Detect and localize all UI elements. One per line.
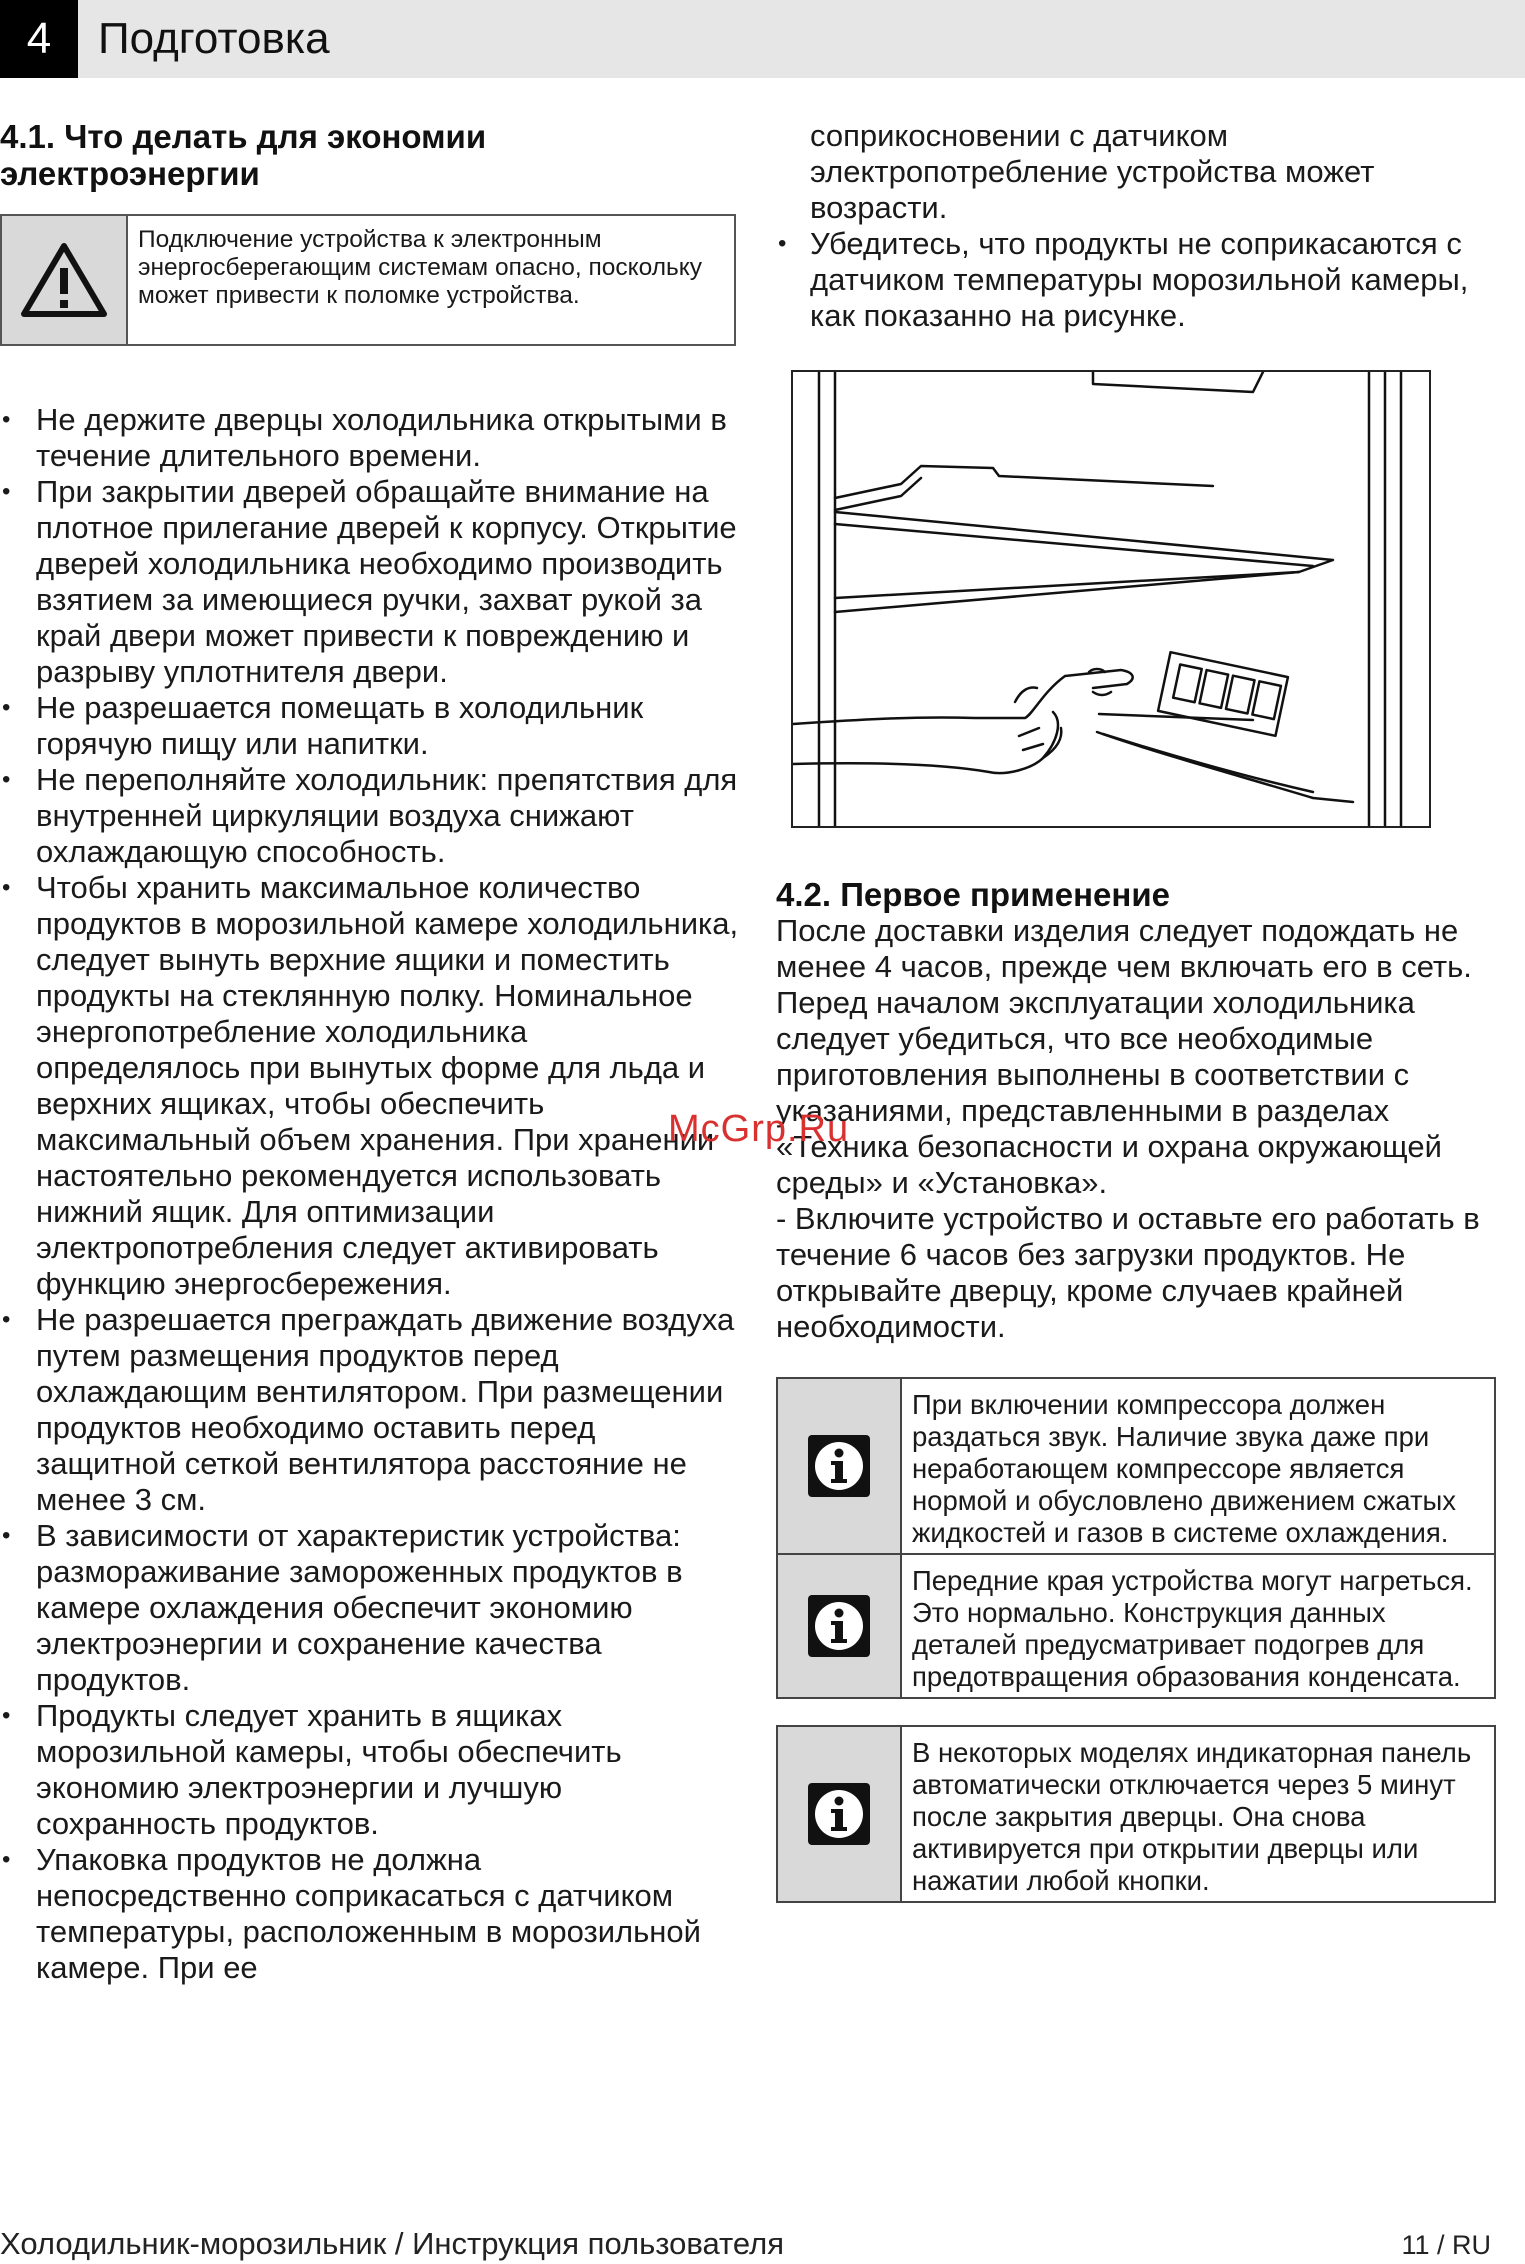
- list-item: • При закрытии дверей обращайте внимание на плотное прилегание дверей к корпусу. Открытие дверей холодильника необходимо производить взятием за имеющиеся ручки, захват рукой за край двери может привести к повреждению и разрыву уплотнителя двери.: [0, 474, 740, 690]
- footer-document-title: Холодильник-морозильник / Инструкция пользователя: [0, 2226, 784, 2261]
- list-item: • Не разрешается преграждать движение воздуха путем размещения продуктов перед охлаждающим вентилятором. При размещении продуктов необходимо оставить перед защитной сеткой вентилятора расстояние не менее 3 см.: [0, 1302, 740, 1518]
- section-4-2-title: 4.2. Первое применение: [776, 876, 1170, 913]
- section-title-line: 4.1. Что делать для экономии: [0, 118, 487, 155]
- energy-tips-list: [0, 402, 740, 1986]
- info-note-text: При включении компрессора должен раздаться звук. Наличие звука даже при неработающем компрессоре является нормой и обусловлено движением сжатых жидкостей и газов в системе охлаждения.: [912, 1389, 1457, 1548]
- paragraph: Перед началом эксплуатации холодильника следует убедиться, что все необходимые приготовления выполнены в соответствии с указаниями, представленными в разделах «Техника безопасности и охрана окружающей среды» и «Установка».: [776, 985, 1442, 1200]
- paragraph: - Включите устройство и оставьте его работать в течение 6 часов без загрузки продуктов. Не открывайте дверцу, кроме случаев крайней необходимости.: [776, 1201, 1480, 1344]
- list-item: • Не переполняйте холодильник: препятствия для внутренней циркуляции воздуха снижают охлаждающую способность.: [0, 762, 740, 870]
- list-item: • Упаковка продуктов не должна непосредственно соприкасаться с датчиком температуры, расположенным в морозильной камере. При ее: [0, 1842, 740, 1986]
- sensor-illustration: [791, 370, 1431, 828]
- info-icon: [778, 1555, 902, 1697]
- list-item: • В зависимости от характеристик устройства: размораживание замороженных продуктов в камере охлаждения обеспечит экономию электроэнергии и сохранение качества продуктов.: [0, 1518, 740, 1698]
- chapter-title: Подготовка: [98, 14, 330, 63]
- info-note: [778, 1553, 1494, 1697]
- list-item: • Продукты следует хранить в ящиках морозильной камеры, чтобы обеспечить экономию электроэнергии и лучшую сохранность продуктов.: [0, 1698, 740, 1842]
- info-icon: [778, 1727, 902, 1901]
- info-notes-group: [776, 1725, 1496, 1903]
- info-note: [778, 1727, 1494, 1901]
- list-item: • Чтобы хранить максимальное количество продуктов в морозильной камере холодильника, следует вынуть верхние ящики и поместить продукты на стеклянную полку. Номинальное энергопотребление холодильника определялось при вынутых форме для льда и верхних ящиках, чтобы обеспечить максимальный объем хранения. При хранении настоятельно рекомендуется использовать нижний ящик. Для оптимизации электропотребления следует активировать функцию энергосбережения.: [0, 870, 740, 1302]
- watermark: McGrp.Ru: [668, 1108, 850, 1150]
- info-note: [778, 1379, 1494, 1553]
- chapter-header: [0, 0, 1525, 78]
- info-note-text: Передние края устройства могут нагреться. Это нормально. Конструкция данных деталей предусматривает подогрев для предотвращения образования конденсата.: [912, 1565, 1473, 1692]
- info-icon: [778, 1379, 902, 1553]
- list-item-continuation: соприкосновении с датчиком электропотребление устройства может возрасти.: [810, 118, 1375, 225]
- freezer-sensor-drawing: [793, 372, 1429, 826]
- info-notes-group: [776, 1377, 1496, 1699]
- warning-text: Подключение устройства к электронным энергосберегающим системам опасно, поскольку может привести к поломке устройства.: [138, 226, 703, 309]
- section-title-line: электроэнергии: [0, 155, 260, 192]
- section-4-2: [776, 876, 1496, 1345]
- energy-tips-list-continued: [776, 226, 1496, 334]
- info-note-text: В некоторых моделях индикаторная панель автоматически отключается через 5 минут после закрытия дверцы. Она снова активируется при открытии дверцы или нажатии любой кнопки.: [912, 1737, 1472, 1896]
- chapter-number: 4: [0, 0, 78, 78]
- left-column: [0, 118, 740, 1986]
- footer-page-number: 11 / RU: [1401, 2230, 1491, 2260]
- paragraph: После доставки изделия следует подождать не менее 4 часов, прежде чем включать его в сеть.: [776, 913, 1472, 984]
- right-column: [776, 118, 1496, 1903]
- warning-box: [0, 214, 736, 346]
- section-4-1-title: [0, 118, 740, 192]
- list-item: • Не разрешается помещать в холодильник горячую пищу или напитки.: [0, 690, 740, 762]
- list-item: • Не держите дверцы холодильника открытыми в течение длительного времени.: [0, 402, 740, 474]
- list-item: • Убедитесь, что продукты не соприкасаются с датчиком температуры морозильной камеры, как показанно на рисунке.: [776, 226, 1496, 334]
- warning-triangle-icon: [2, 216, 128, 344]
